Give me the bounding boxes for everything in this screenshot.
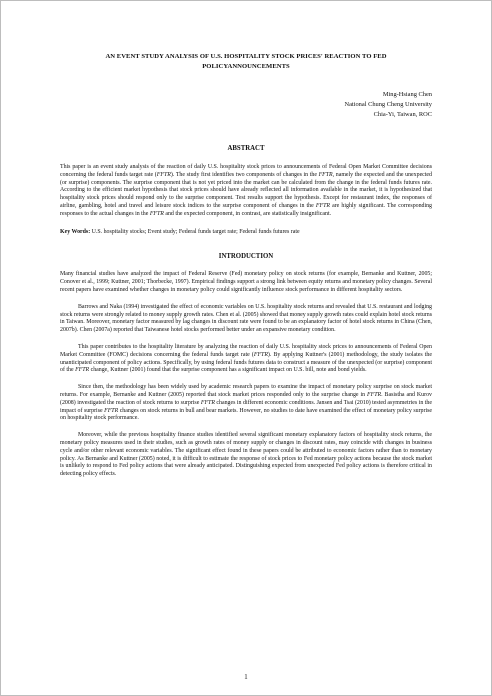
text-run: . Basistha and Kurov (2008) investigated the reaction of stock returns to surprise: [60, 391, 432, 406]
text-run: This paper contributes to the hospitality literature by analyzing the reaction of daily U.S. hospitality stock prices to announcements of Federal Open Market Committee (FOMC) decisions concerning the federal funds target rate (: [60, 343, 432, 358]
text-run: ). By applying Kuttner's (2001) methodology, the study isolates the unanticipated component of policy actions. Specifically, by using federal funds futures data to construct a measure of the unexpected (or surprise) component of the: [60, 351, 432, 374]
author-block: [60, 90, 432, 120]
keywords-list: U.S. hospitality stocks; Event study; Federal funds target rate; Federal funds futures rate: [90, 228, 300, 235]
text-run: Since then, the methodology has been widely used by academic research papers to examine the impact of monetary policy surprise on stock market returns. For example, Bernanke and Kuttner (2005) reported that stock market prices responded only to the surprise change in: [60, 384, 432, 398]
paper-page: [60, 52, 432, 479]
author-affiliation: National Chung Cheng University: [344, 101, 432, 108]
italic-term: FFTR: [318, 171, 333, 178]
intro-paragraph-3: [60, 344, 432, 375]
text-run: Barrows and Naka (1994) investigated the effect of economic variables on U.S. hospitality stock returns and revealed that U.S. restaurant and lodging stock returns were strongly related to money supply growth rates. Chen et al. (2005) showed that money supply growth rates could explain hotel stock returns in Taiwan. Moreover, monetary factor measured by lag changes in discount rate were found to be an explanatory factor of hotel stock returns in China (Chen, 2007b). Chen (2007a) reported that Taiwanese hotel stocks performed better under an expansive monetary condition.: [60, 303, 433, 334]
italic-term: FFTR: [367, 391, 382, 398]
keywords-label: Key Words:: [60, 228, 91, 235]
text-run: ). The study first identifies two components of changes in the: [170, 171, 319, 178]
introduction-heading: INTRODUCTION: [218, 253, 274, 261]
italic-term: FFTR: [149, 210, 164, 217]
italic-term: FFTR: [315, 202, 330, 209]
paper-title: AN EVENT STUDY ANALYSIS OF U.S. HOSPITALITY STOCK PRICES' REACTION TO FED POLICYANNOUNCEMENTS: [105, 53, 387, 70]
text-run: are highly significant. The corresponding responses to the actual changes in the: [60, 202, 432, 217]
text-run: change, Kuttner (2001) found that the surprise component has a significant impact on U.S. bill, note and bond yields.: [89, 367, 367, 374]
italic-term: FFTR: [200, 399, 215, 406]
text-run: Many financial studies have analyzed the impact of Federal Reserve (Fed) monetary policy on stock returns (for example, Bernanke and Kuttner, 2005; Conover et al., 1999; Kuttner, 2001; Thorbecke, 1997). Empirical findings support a strong link between equity returns and monetary policy changes. Several recent papers have examined whether changes in monetary policy could significantly influence stock performance in different hospitality sectors.: [60, 271, 432, 293]
text-run: , namely the expected and the unexpected (or surprise) components. The surprise component that is not yet priced into the market can be calculated from the change in the federal funds futures rate. According to the efficient market hypothesis that stock prices should have already reflected all information available in the market, it is hypothesized that hospitality stock prices should respond only to the surprise component. Test results support the hypothesis. Except for restaurant index, the responses of airline, gambling, hotel and travel and leisure stock indices to the surprise component of changes in the: [60, 171, 432, 209]
text-run: Moreover, while the previous hospitality finance studies identified several significant monetary explanatory factors of hospitality stock returns, the monetary policy measures used in their studies, such as growth rates of money supply or changes in discount rates, may coincide with changes in business cycle and/or other relevant economic variables. The significant effect found in these papers could be attributed to economic factors rather than to monetary policy. As Bernanke and Kuttner (2005) noted, it is difficult to estimate the response of stock prices to Fed monetary policy actions because the stock market is unlikely to respond to Fed policy actions that were already anticipated. Distinguishing expected from unexpected Fed policy actions is therefore critical in detecting policy effects.: [60, 432, 432, 478]
intro-paragraph-5: [60, 432, 432, 479]
intro-paragraph-2: [60, 304, 432, 335]
intro-paragraph-1: [60, 271, 432, 294]
italic-term: FFTR: [253, 351, 268, 358]
author-location: Chia-Yi, Taiwan, ROC: [373, 111, 432, 118]
italic-term: FFTR: [104, 407, 119, 414]
text-run: changes on stock returns in bull and bear markets. However, no studies to date have examined the effect of monetary policy surprise on hospitality stock performance.: [60, 407, 432, 422]
italic-term: FFTR: [75, 367, 90, 374]
text-run: changes in different economic conditions. Jansen and Tsai (2010) tested asymmetries in the impact of surprise: [60, 399, 432, 414]
author-name: Ming-Hsiang Chen: [382, 91, 432, 98]
italic-term: FFTR: [156, 171, 171, 178]
abstract-body: [60, 164, 432, 219]
abstract-heading: ABSTRACT: [227, 145, 265, 152]
text-run: This paper is an event study analysis of the reaction of daily U.S. hospitality stock prices to announcements of Federal Open Market Committee decisions concerning the federal funds target rate (: [60, 164, 432, 178]
keywords: [60, 229, 432, 237]
text-run: and the expected component, in contrast, are statistically insignificant.: [163, 210, 332, 217]
page-number: 1: [244, 674, 248, 681]
intro-paragraph-4: [60, 384, 432, 423]
